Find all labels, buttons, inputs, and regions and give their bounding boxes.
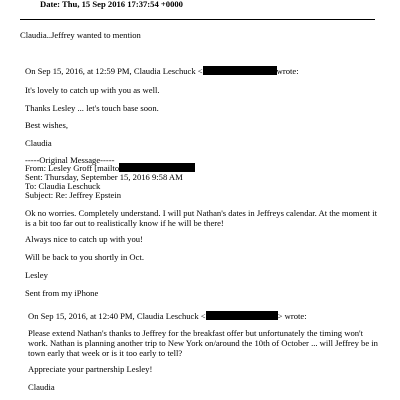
reply1-line: Thanks Lesley ... let's touch base soon. xyxy=(25,103,159,113)
original-signature: Lesley xyxy=(25,270,48,280)
redaction-block xyxy=(206,311,278,320)
reply2-attribution-prefix: On Sep 15, 2016, at 12:40 PM, Claudia Leschuck < xyxy=(28,311,206,321)
original-line: Will be back to you shortly in Oct. xyxy=(25,252,144,262)
original-separator: -----Original Message----- xyxy=(25,155,115,165)
original-subject: Subject: Re: Jeffrey Epstein xyxy=(25,190,122,200)
header-divider xyxy=(20,19,375,20)
reply1-signature: Claudia xyxy=(25,138,52,148)
date-label: Date: xyxy=(40,0,61,9)
reply1-attribution xyxy=(25,66,299,76)
reply2-attribution xyxy=(28,311,307,321)
date-header xyxy=(40,0,183,9)
reply1-line: It's lovely to catch up with you as well. xyxy=(25,85,160,95)
original-to: To: Claudia Leschuck xyxy=(25,181,101,191)
reply2-signature: Claudia xyxy=(28,382,55,392)
reply1-attribution-prefix: On Sep 15, 2016, at 12:59 PM, Claudia Leschuck < xyxy=(25,66,203,76)
top-message: Claudia..Jeffrey wanted to mention xyxy=(20,30,141,40)
reply2-line: Appreciate your partnership Lesley! xyxy=(28,364,153,374)
original-body: Ok no worries. Completely understand. I will put Nathan's dates in Jeffreys calendar. At the moment it is a bit too far out to realistically know if he will be there! xyxy=(25,208,377,228)
redaction-block xyxy=(119,163,195,172)
original-line: Always nice to catch up with you! xyxy=(25,234,143,244)
original-sent-from: Sent from my iPhone xyxy=(25,288,99,298)
reply1-attribution-suffix: wrote: xyxy=(276,66,299,76)
reply2-body: Please extend Nathan's thanks to Jeffrey for the breakfast offer but unfortunately the timing won't work. Nathan is planning another trip to New York on/around the 10th of October ... will Jeffrey be in town early that week or is it too early to tell? xyxy=(28,328,378,358)
reply1-line: Best wishes, xyxy=(25,120,68,130)
redaction-block xyxy=(203,66,277,75)
reply2-attribution-suffix: > wrote: xyxy=(277,311,307,321)
original-sent: Sent: Thursday, September 15, 2016 9:58 AM xyxy=(25,172,183,182)
original-from-prefix: From: Lesley Groff [mailto xyxy=(25,163,120,173)
date-value: Thu, 15 Sep 2016 17:37:54 +0000 xyxy=(62,0,183,9)
